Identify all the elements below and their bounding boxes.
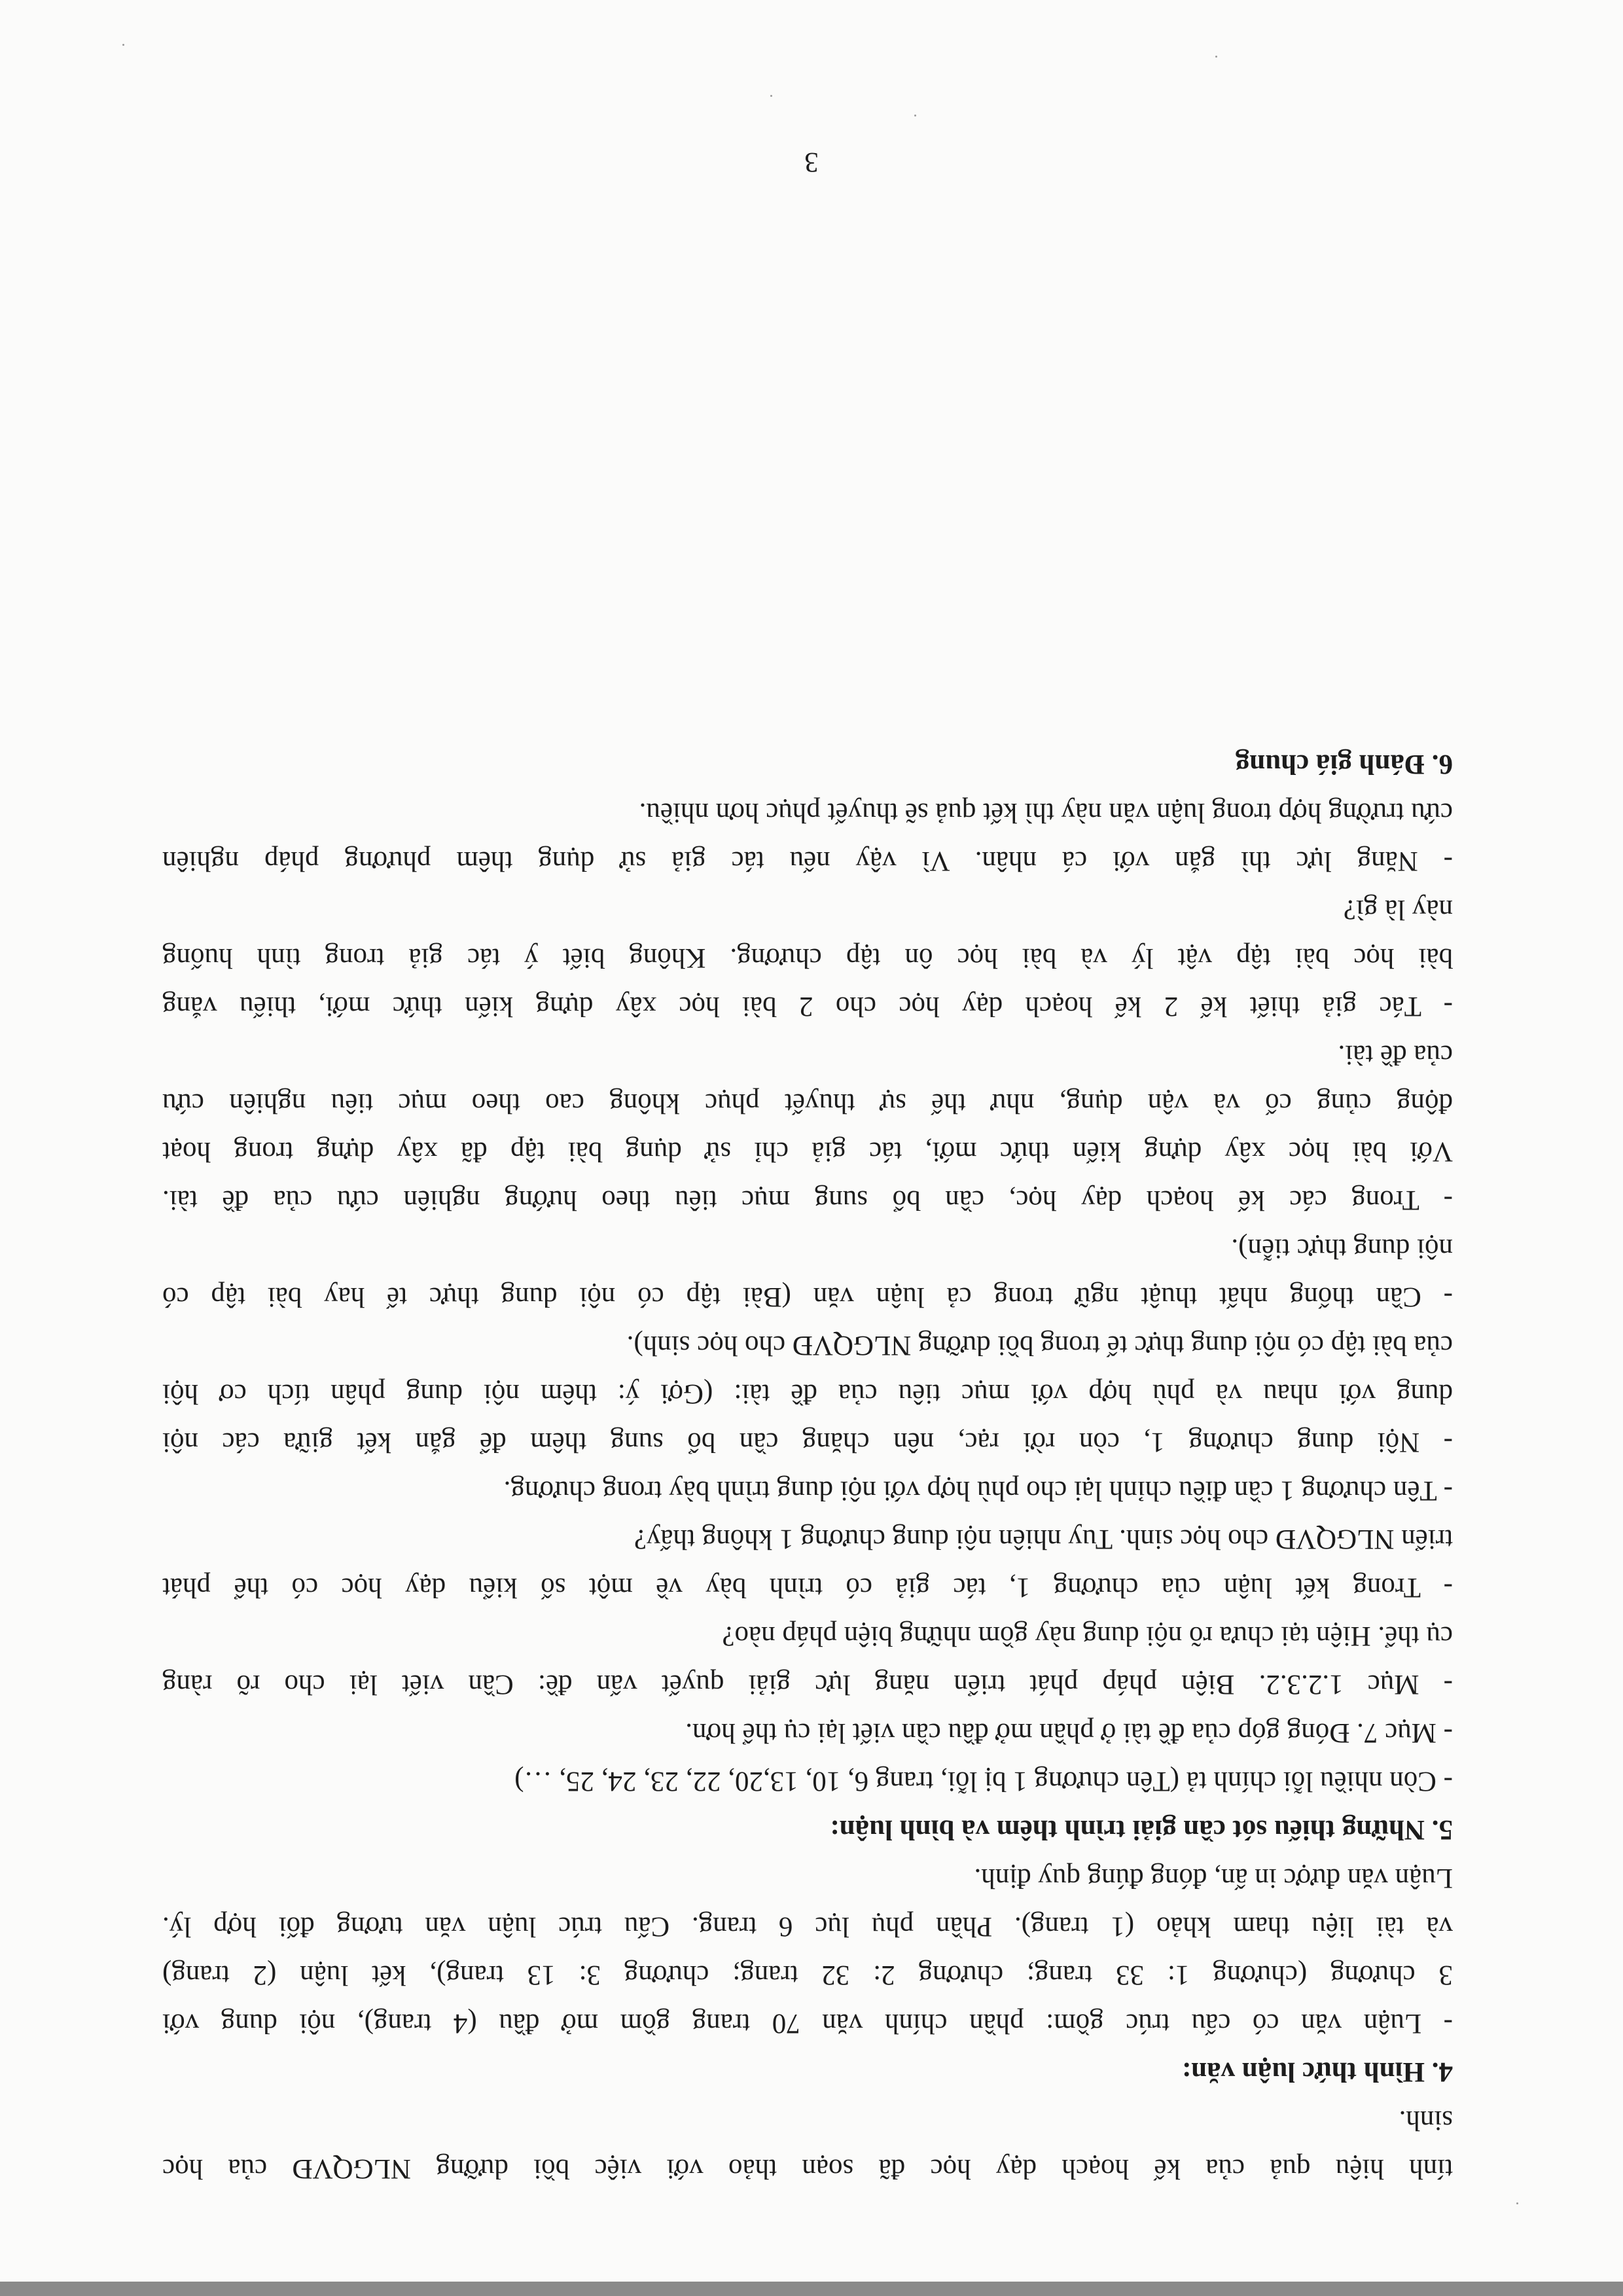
paragraph	[162, 1030, 1453, 1224]
paragraph	[162, 1224, 1453, 1321]
text-line: - Nội dung chương 1, còn rời rạc, nên chăng cần bổ sung thêm để gắn kết giữa các nội	[162, 1427, 1453, 1458]
heading-text: 6. Đánh giá chung	[1235, 749, 1453, 780]
text-line: và tài liệu tham khảo (1 trang). Phần phụ lục 6 trang. Cấu trúc luận văn tương đối hợp lý.	[162, 1911, 1453, 1942]
section-heading	[162, 740, 1453, 788]
text-line: triển NLGQVĐ cho học sinh. Tuy nhiên nội dung chương 1 không thấy?	[633, 1524, 1453, 1554]
text-line: nội dung thực tiễn).	[1231, 1233, 1453, 1264]
text-line: - Tên chương 1 cần điều chỉnh lại cho phù hợp với nội dung trình bày trong chương.	[503, 1475, 1453, 1506]
section-heading	[162, 1805, 1453, 1854]
paragraph	[162, 1466, 1453, 1515]
heading-text: 5. Những thiếu sót cần giải trình thêm và bình luận:	[830, 1814, 1453, 1845]
text-line: - Cần thống nhất thuật ngữ trong cả luận văn (Bài tập có nội dung thực tế hay bài tập có	[162, 1282, 1453, 1312]
scan-speck	[770, 95, 772, 97]
heading-text: 4. Hình thức luận văn:	[1181, 2056, 1453, 2087]
text-line: - Tác giả thiết kế 2 kế hoạch dạy học cho 2 bài học xây dựng kiến thức mới, thiếu vắng	[162, 991, 1453, 1022]
text-line: cụ thể. Hiện tại chưa rõ nội dung này gồm những biện pháp nào?	[722, 1621, 1453, 1651]
text-line: của bài tập có nội dung thực tế trong bồi dưỡng NLGQVĐ cho học sinh).	[626, 1330, 1453, 1361]
text-line: - Luận văn có cấu trúc gồm: phần chính văn 70 trang gồm mở đầu (4 trang), nội dung với	[162, 2008, 1453, 2039]
paragraph	[162, 1611, 1453, 1708]
scan-speck	[1215, 56, 1217, 58]
paragraph	[162, 885, 1453, 1030]
text-line: này là gì?	[1343, 894, 1453, 925]
section-heading	[162, 2047, 1453, 2096]
paragraph	[162, 2096, 1453, 2193]
paragraph	[162, 788, 1453, 885]
text-line: của đề tài.	[1338, 1039, 1453, 1070]
text-line: dung với nhau và phù hợp với mục tiêu của đề tài: (Gợi ý: thêm nội dung phân tích cơ hội	[162, 1378, 1453, 1409]
text-line: - Mục 7. Đóng góp của đề tài ở phần mở đầu cần viết lại cụ thể hơn.	[685, 1717, 1453, 1748]
paragraph	[162, 1321, 1453, 1466]
text-line: Với bài học xây dựng kiến thức mới, tác giả chỉ sử dụng bài tập đã xây dựng trong hoạt	[162, 1136, 1453, 1167]
text-line: bài học bài tập vật lý và bài học ôn tập chương. Không biết ý tác giả trong tình huống	[162, 942, 1453, 973]
text-line: - Trong kết luận của chương 1, tác giả có trình bày về một số kiểu dạy học có thể phát	[162, 1572, 1453, 1603]
paragraph	[162, 1708, 1453, 1757]
text-line: - Năng lực thì gắn với cá nhân. Vì vậy nếu tác giả sử dụng thêm phương pháp nghiên	[162, 846, 1453, 876]
text-line: - Trong các kế hoạch dạy học, cần bổ sung mục tiêu theo hướng nghiên cứu của đề tài.	[162, 1185, 1453, 1215]
text-line: Luận văn được in ấn, đóng đúng quy định.	[974, 1863, 1453, 1893]
page-number: 3	[804, 147, 819, 177]
text-line: động củng cố và vận dụng, như thế sự thuyết phục không cao theo mục tiêu nghiên cứu	[162, 1088, 1453, 1119]
text-line: - Còn nhiều lỗi chính tả (Tên chương 1 bị lỗi, trang 6, 10, 13,20, 22, 23, 24, 25, …)	[514, 1766, 1453, 1797]
paragraph	[162, 1757, 1453, 1805]
text-line: - Mục 1.2.3.2. Biện pháp phát triển năng lực giải quyết vấn đề: Cần viết lại cho rõ ràng	[162, 1669, 1453, 1700]
text-line: tính hiệu quả của kế hoạch dạy học đã soạn thảo với việc bồi dưỡng NLGQVĐ của học	[162, 2153, 1453, 2184]
text-line: 3 chương (chương 1: 33 trang; chương 2: 32 trang; chương 3: 13 trang), kết luận (2 trang)	[162, 1960, 1453, 1990]
scan-speck	[914, 115, 916, 117]
paragraph	[162, 1515, 1453, 1611]
paragraph	[162, 1854, 1453, 2047]
scan-speck	[122, 44, 124, 46]
scanner-edge-shadow	[0, 2282, 1623, 2296]
text-line: cứu trường hợp trong luận văn này thì kết quả sẽ thuyết phục hơn nhiều.	[639, 797, 1453, 828]
text-line: sinh.	[1399, 2105, 1453, 2136]
scan-speck	[1516, 2202, 1518, 2204]
document-body	[162, 740, 1453, 2193]
